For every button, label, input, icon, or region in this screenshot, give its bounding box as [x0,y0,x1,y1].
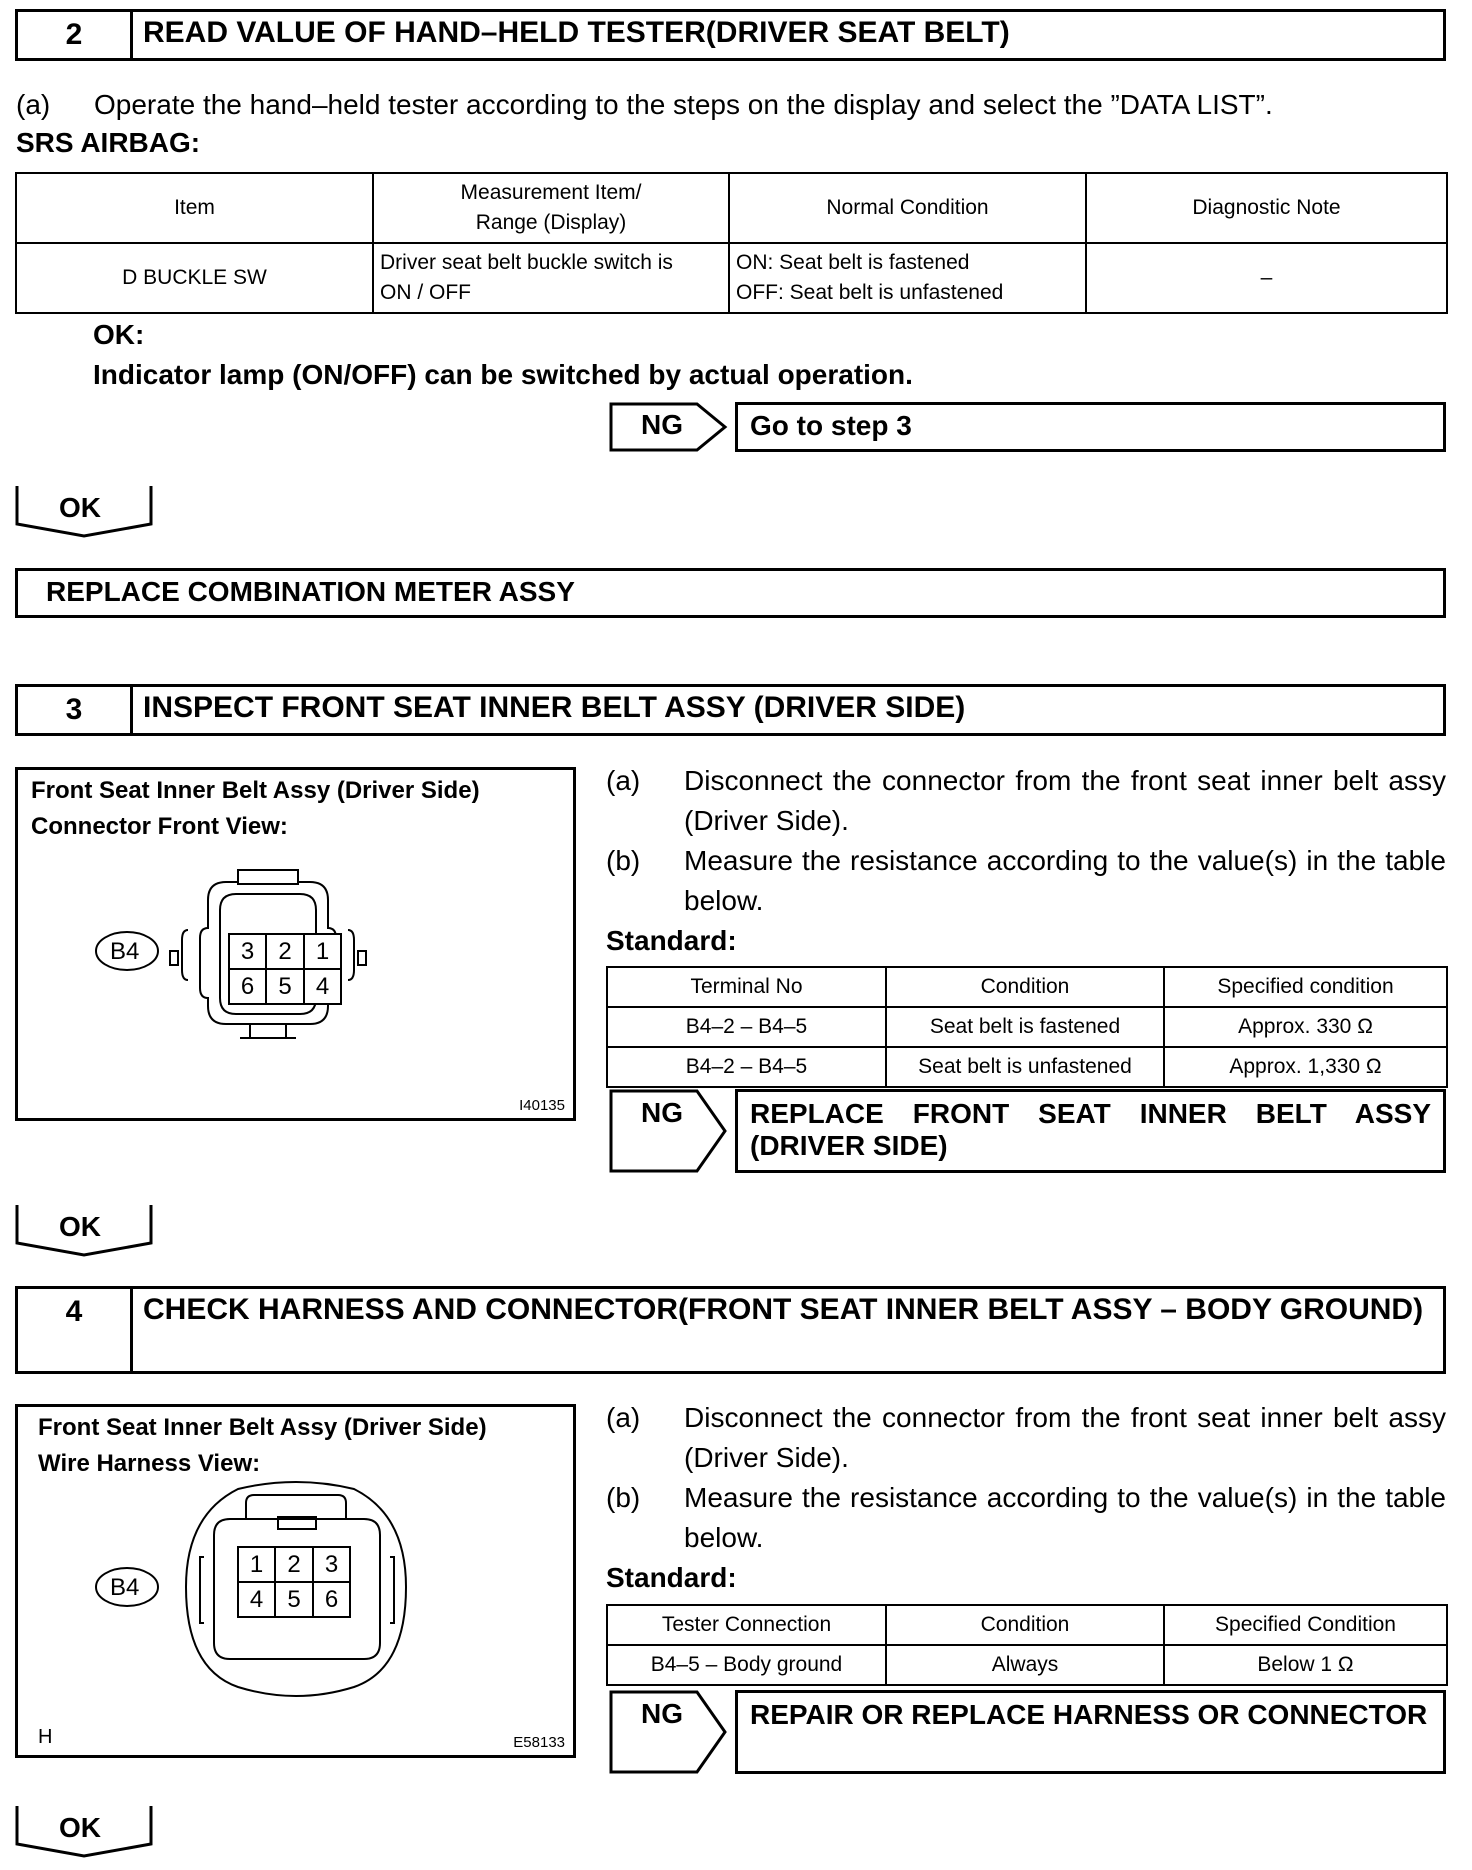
standard-label: Standard: [606,925,737,956]
step-text: Disconnect the connector from the front seat inner belt assy (Driver Side). [684,765,1446,836]
header-line: Range (Display) [475,211,627,234]
instruction [16,86,1446,124]
table-cell: Seat belt is unfastened [886,1047,1164,1087]
figure-subtitle: Connector Front View: [31,813,288,840]
cell-line: ON: Seat belt is fastened [736,251,970,274]
step-3-header [15,684,1446,736]
ok-arrow-label: OK [59,1211,101,1242]
procedure-steps [606,761,1446,921]
ng-arrow [609,1089,729,1173]
table-cell: B4–5 – Body ground [607,1645,886,1685]
pin: 4 [315,973,330,1000]
procedure-steps [606,1398,1446,1558]
pin: 3 [324,1551,339,1578]
ok-label: OK: [93,319,145,350]
ok-arrow [15,1203,153,1257]
ok-arrow-label: OK [59,492,101,523]
pin: 4 [249,1586,264,1613]
table-cell: Seat belt is fastened [886,1007,1164,1047]
table-cell: B4–2 – B4–5 [607,1047,886,1087]
step-title: READ VALUE OF HAND–HELD TESTER(DRIVER SEAT BELT) [143,16,1010,49]
step-text: Measure the resistance according to the value(s) in the table below. [684,845,1446,916]
step-text: Measure the resistance according to the value(s) in the table below. [684,1482,1446,1553]
instruction-label: (a) [16,89,51,120]
ok-arrow [15,484,153,538]
table-cell [729,243,1086,313]
standard-table [606,1604,1446,1686]
figure-corner-label: H [38,1726,53,1748]
pin: 1 [249,1551,264,1578]
figure-subtitle: Wire Harness View: [38,1450,261,1477]
cell-line: ON / OFF [380,281,471,304]
ng-label: NG [641,1097,683,1128]
step-number: 2 [18,12,133,58]
ok-arrow-label: OK [59,1812,101,1843]
figure-title: Front Seat Inner Belt Assy (Driver Side) [38,1414,487,1441]
ng-action: REPAIR OR REPLACE HARNESS OR CONNECTOR [735,1690,1446,1774]
cell-line: OFF: Seat belt is unfastened [736,281,1004,304]
table-cell: D BUCKLE SW [16,243,373,313]
table-cell: Below 1 Ω [1164,1645,1447,1685]
standard-table [606,966,1446,1088]
table-cell: Approx. 1,330 Ω [1164,1047,1447,1087]
harness-figure [15,1404,576,1758]
pin: 1 [315,938,330,965]
step-label: (a) [606,765,641,796]
instruction-text: Operate the hand–held tester according to the steps on the display and select the ”DATA LIST”. [94,89,1273,120]
pin: 3 [240,938,255,965]
step-title: INSPECT FRONT SEAT INNER BELT ASSY (DRIVER SIDE) [143,691,966,724]
connector-label: B4 [110,938,140,965]
srs-label: SRS AIRBAG: [16,127,201,158]
step-4-header [15,1286,1446,1374]
figure-code: I40135 [519,1097,565,1114]
ng-label: NG [641,409,683,440]
connector-figure [15,767,576,1121]
pin: 2 [278,938,292,965]
header-cell: Specified Condition [1164,1605,1447,1645]
ng-action: REPLACE FRONT SEAT INNER BELT ASSY (DRIVER SIDE) [735,1089,1446,1173]
step-label: (b) [606,1482,641,1513]
standard-label: Standard: [606,1562,737,1593]
header-line: Measurement Item/ [460,181,642,204]
pin: 6 [240,973,255,1000]
result-action: REPLACE COMBINATION METER ASSY [15,568,1446,618]
header-cell: Item [16,173,373,243]
ng-arrow [609,1690,729,1774]
step-label: (b) [606,845,641,876]
step-label: (a) [606,1402,641,1433]
figure-title: Front Seat Inner Belt Assy (Driver Side) [31,777,480,804]
cell-line: Driver seat belt buckle switch is [380,251,673,274]
table-cell: B4–2 – B4–5 [607,1007,886,1047]
header-cell: Specified condition [1164,967,1447,1007]
procedure-step [606,841,1446,921]
procedure-step [606,1398,1446,1478]
step-number: 4 [18,1289,133,1371]
ok-condition: Indicator lamp (ON/OFF) can be switched by actual operation. [93,359,913,390]
step-number: 3 [18,687,133,733]
pin: 5 [278,973,292,1000]
ok-arrow [15,1804,153,1858]
ng-arrow [609,402,729,452]
header-cell: Diagnostic Note [1086,173,1447,243]
header-cell [373,173,729,243]
procedure-step [606,761,1446,841]
step-text: Disconnect the connector from the front seat inner belt assy (Driver Side). [684,1402,1446,1473]
pin: 6 [324,1586,339,1613]
header-cell: Terminal No [607,967,886,1007]
step-title: CHECK HARNESS AND CONNECTOR(FRONT SEAT INNER BELT ASSY – BODY GROUND) [143,1293,1424,1326]
figure-code: E58133 [513,1734,565,1751]
data-list-table [15,172,1446,314]
connector-drawing [18,1407,573,1755]
table-cell [373,243,729,313]
header-cell: Tester Connection [607,1605,886,1645]
ng-label: NG [641,1698,683,1729]
pin: 5 [287,1586,301,1613]
header-cell: Condition [886,1605,1164,1645]
step-2-header [15,9,1446,61]
header-cell: Condition [886,967,1164,1007]
table-cell: – [1086,243,1447,313]
procedure-step [606,1478,1446,1558]
table-cell: Approx. 330 Ω [1164,1007,1447,1047]
ng-action: Go to step 3 [735,402,1446,452]
connector-label: B4 [110,1574,140,1601]
pin: 2 [287,1551,301,1578]
table-cell: Always [886,1645,1164,1685]
header-cell: Normal Condition [729,173,1086,243]
